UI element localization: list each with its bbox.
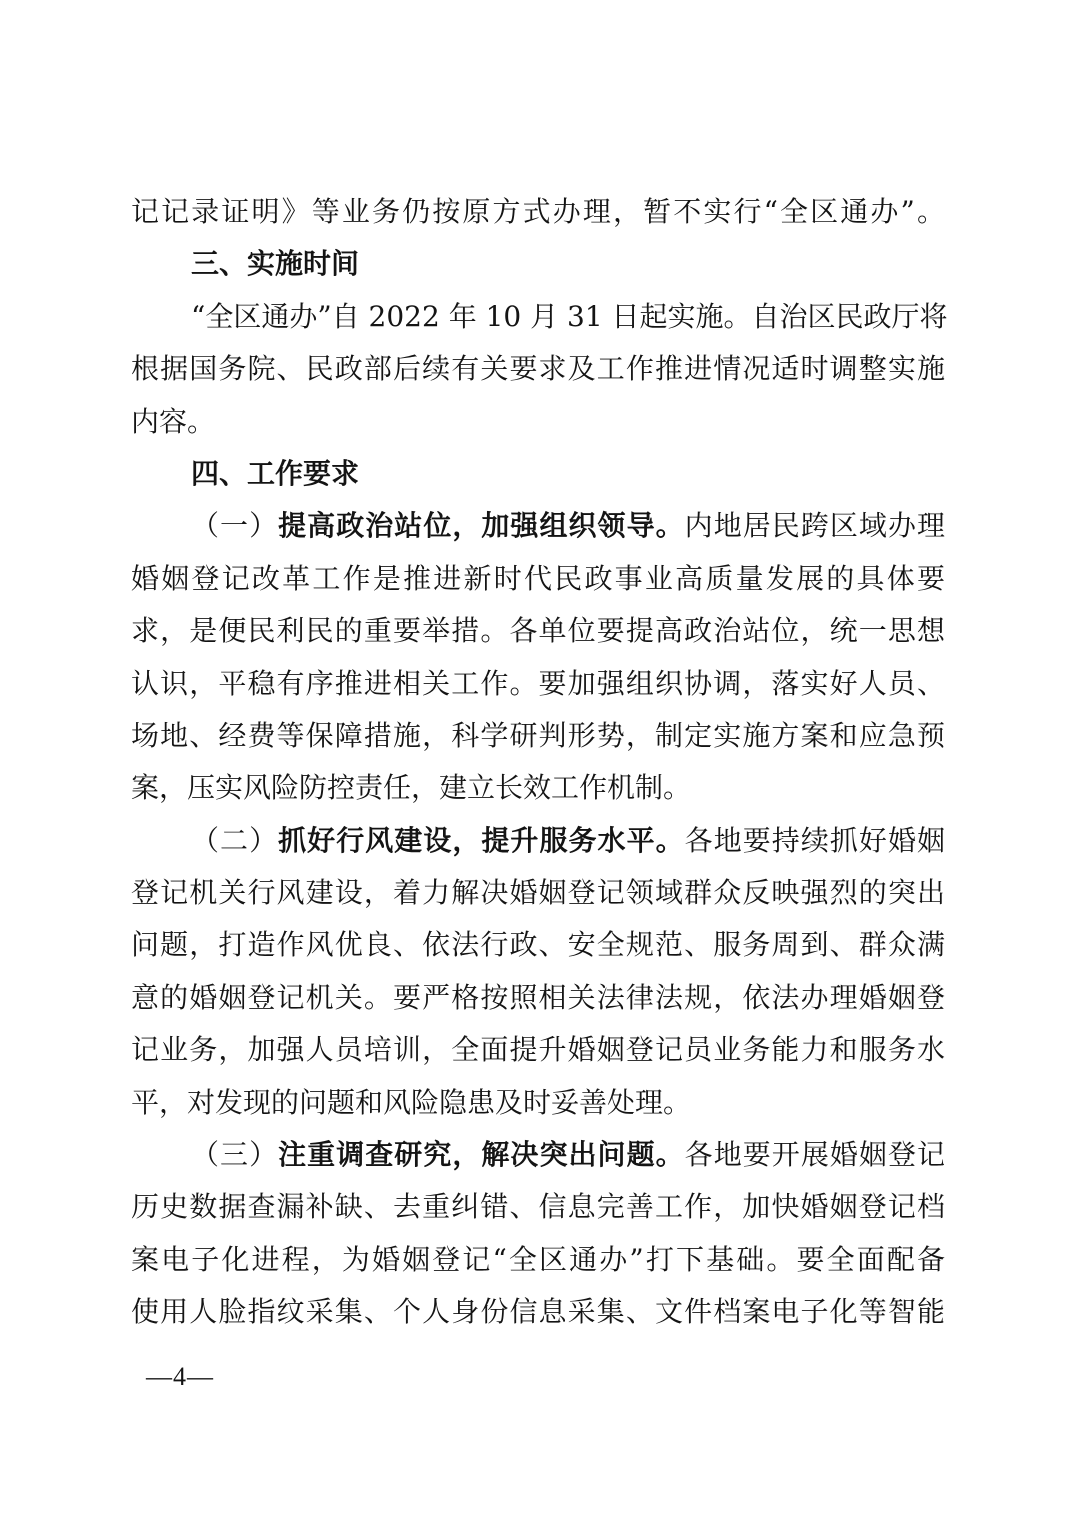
item-first-line — [131, 1129, 945, 1181]
item-lead: 提高政治站位，加强组织领导。 — [278, 509, 685, 543]
page-number: —4— — [146, 1362, 214, 1391]
item-text: 各地要持续抓好婚姻 — [684, 823, 945, 857]
item-lead: 抓好行风建设，提升服务水平。 — [278, 823, 685, 857]
text-line: 意的婚姻登记机关。要严格按照相关法律法规，依法办理婚姻登 — [131, 980, 945, 1014]
item-label: （二） — [191, 823, 279, 857]
text-line: 案，压实风险防控责任，建立长效工作机制。 — [131, 771, 692, 805]
item-first-line — [131, 500, 945, 552]
text-line: 记记录证明》等业务仍按原方式办理，暂不实行“全区通办”。 — [131, 195, 945, 228]
text-line: 婚姻登记改革工作是推进新时代民政事业高质量发展的具体要 — [131, 561, 945, 595]
text-line: 记业务，加强人员培训，全面提升婚姻登记员业务能力和服务水 — [131, 1033, 945, 1067]
text-line: “全区通办”自 2022 年 10 月 31 日起实施。自治区民政厅将 — [191, 299, 948, 333]
text-line: 案电子化进程，为婚姻登记“全区通办”打下基础。要全面配备 — [131, 1242, 945, 1276]
text-line: 求，是便民利民的重要举措。各单位要提高政治站位，统一思想 — [131, 614, 945, 648]
text-line: 场地、经费等保障措施，科学研判形势，制定实施方案和应急预 — [131, 718, 945, 752]
text-line: 内容。 — [131, 404, 216, 438]
text-line: 平，对发现的问题和风险隐患及时妥善处理。 — [131, 1085, 692, 1119]
text-line: 根据国务院、民政部后续有关要求及工作推进情况适时调整实施 — [131, 352, 945, 386]
text-line: 使用人脸指纹采集、个人身份信息采集、文件档案电子化等智能 — [131, 1295, 945, 1329]
item-text: 各地要开展婚姻登记 — [684, 1138, 945, 1172]
text-line: 认识，平稳有序推进相关工作。要加强组织协调，落实好人员、 — [131, 666, 945, 700]
item-lead: 注重调查研究，解决突出问题。 — [278, 1138, 685, 1172]
text-line: 登记机关行风建设，着力解决婚姻登记领域群众反映强烈的突出 — [131, 876, 945, 910]
item-label: （三） — [191, 1138, 279, 1172]
item-text: 内地居民跨区域办理 — [684, 509, 945, 543]
document-body — [131, 186, 948, 1339]
section-heading: 三、实施时间 — [191, 247, 360, 281]
text-line: 历史数据查漏补缺、去重纠错、信息完善工作，加快婚姻登记档 — [131, 1190, 945, 1224]
section-heading: 四、工作要求 — [191, 456, 360, 490]
item-first-line — [131, 815, 945, 867]
text-line: 问题，打造作风优良、依法行政、安全规范、服务周到、群众满 — [131, 928, 945, 962]
item-label: （一） — [191, 509, 279, 543]
